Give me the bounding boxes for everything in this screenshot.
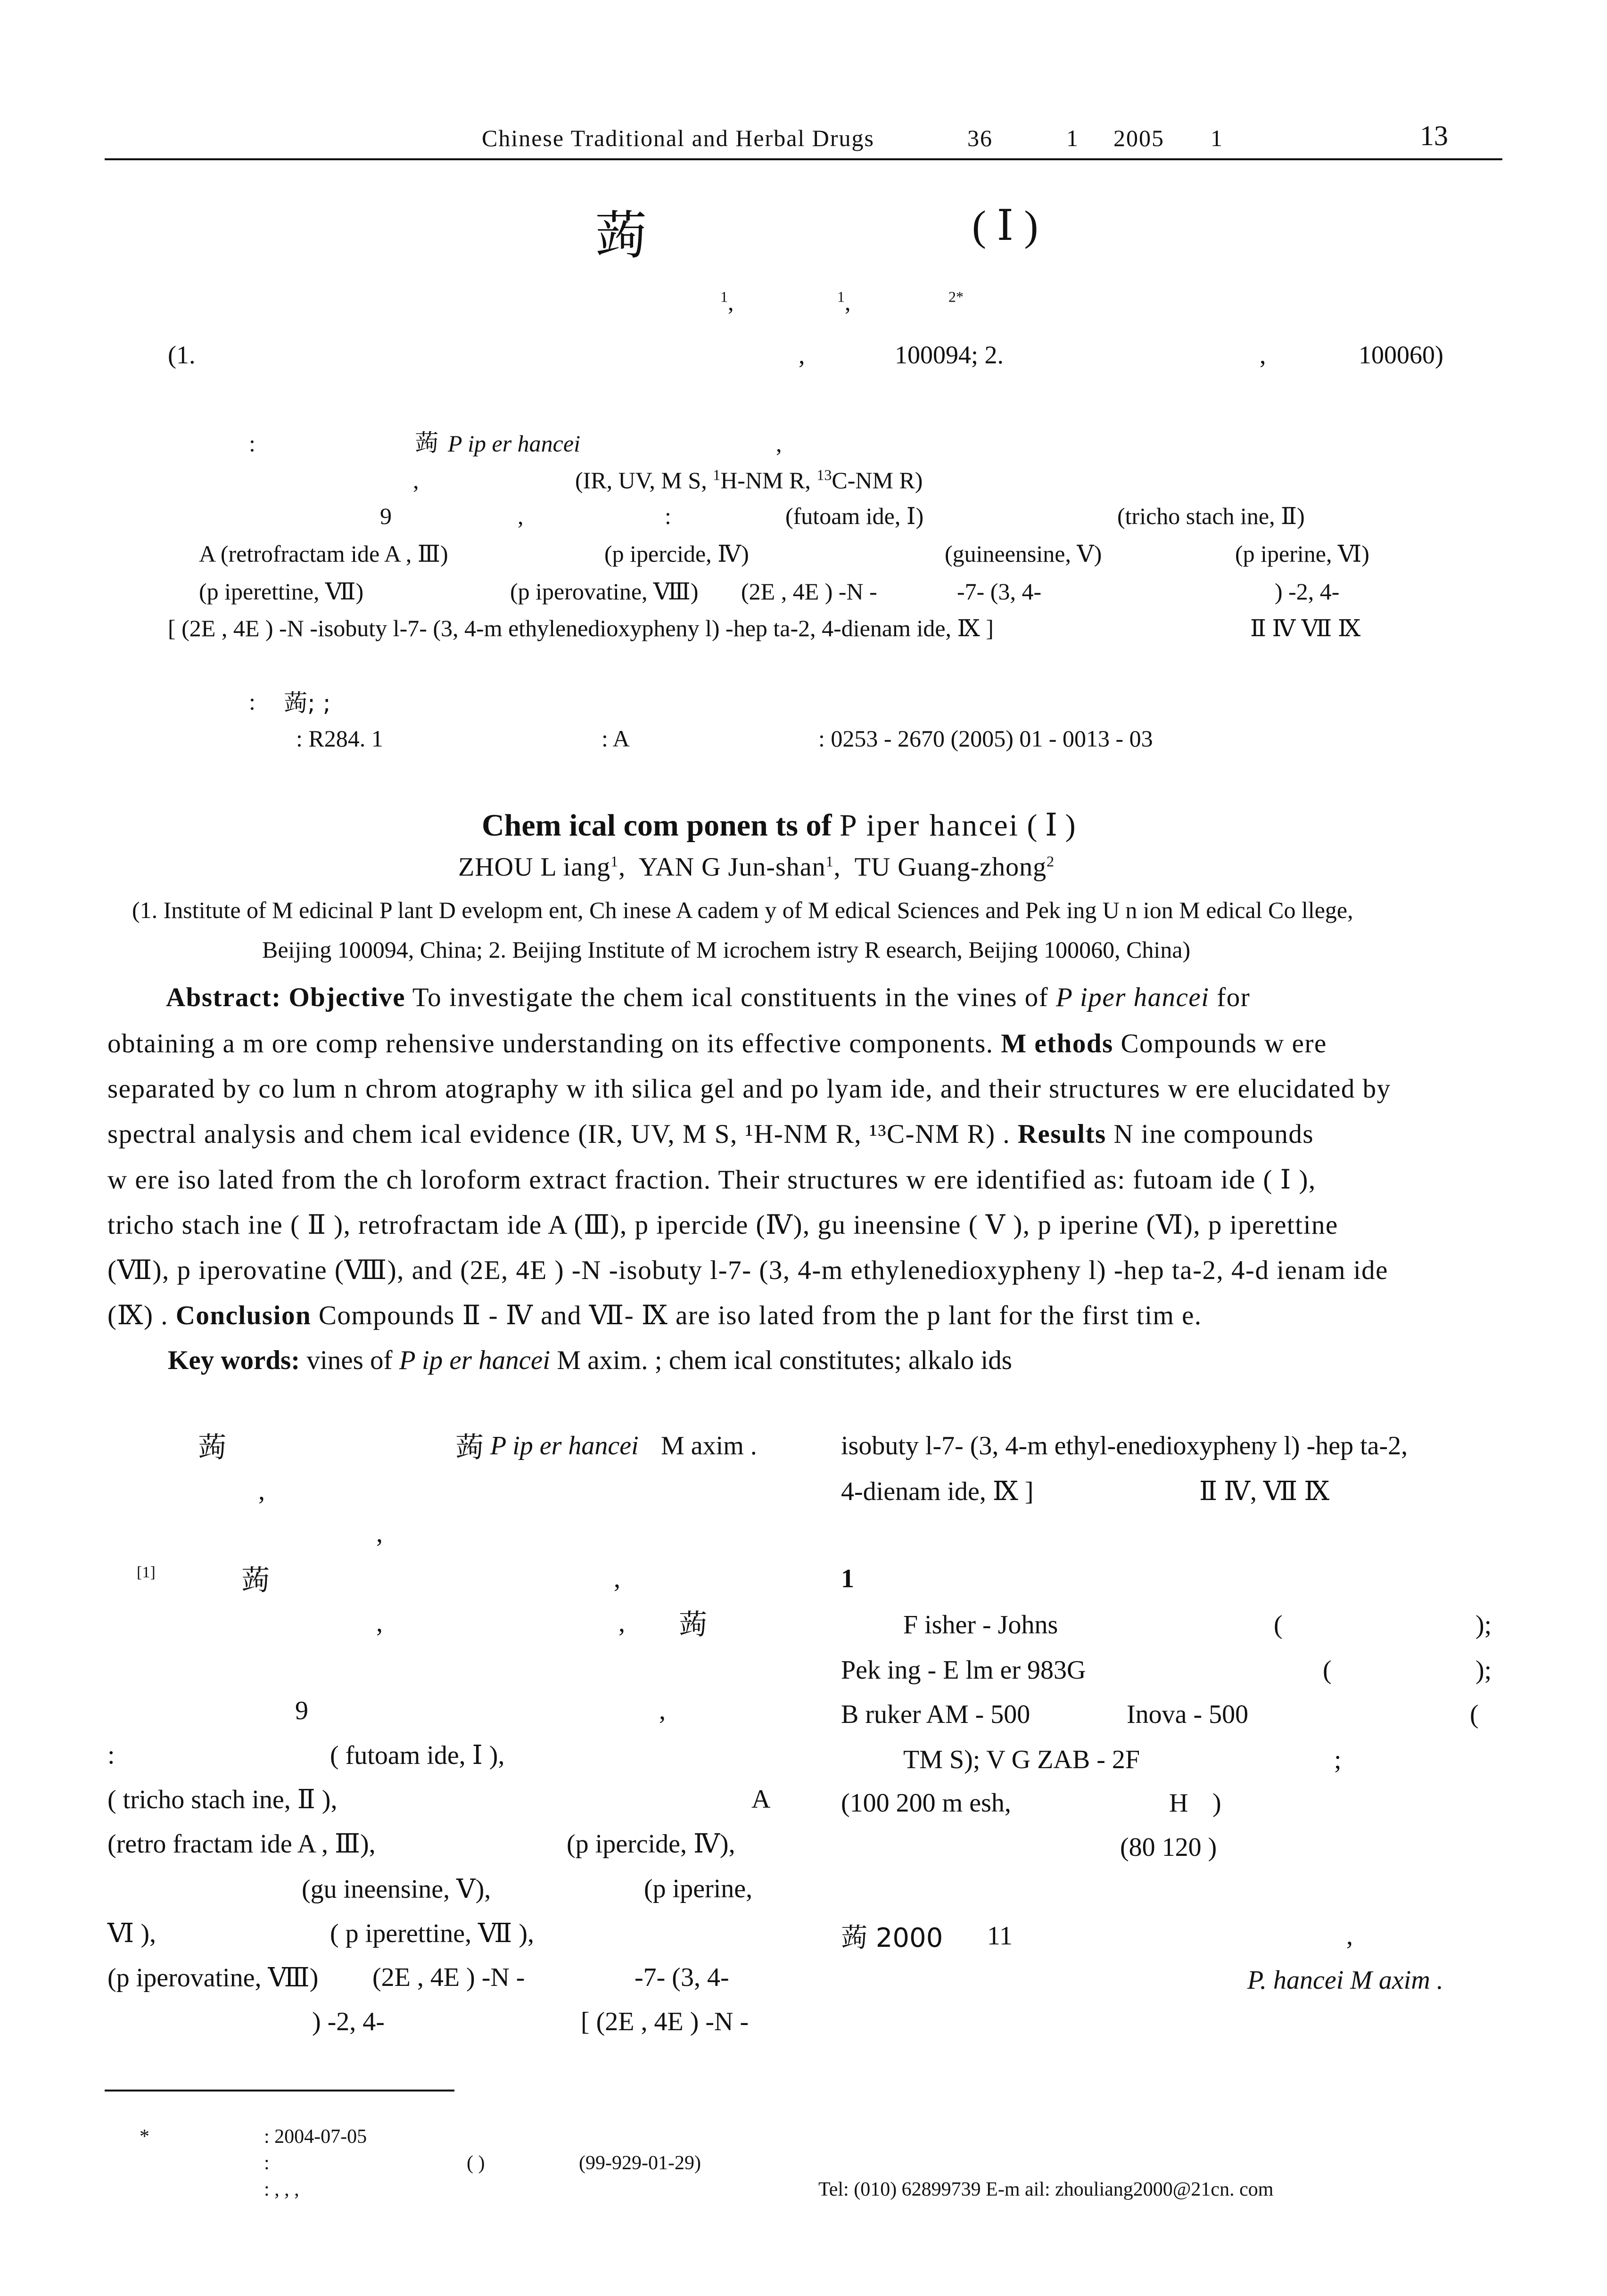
abstract-line-2: obtaining a m ore comp rehensive understanding on its effective components. M ethods Compounds w ere <box>107 1029 1327 1058</box>
left-l7-b: ( futoam ide, Ⅰ ), <box>330 1741 505 1770</box>
footnote-star: * <box>140 2126 149 2148</box>
right-l5-c: ( <box>1470 1700 1479 1729</box>
en-authors: ZHOU L iang$^1$, YAN G Jun-shan$^1$, TU Guang-zhong$^2$ <box>458 853 1055 882</box>
cn-affil-zip-2: 100060) <box>1359 341 1443 369</box>
left-l11-b: ( p iperettine, Ⅶ ), <box>330 1919 535 1948</box>
cn-author-aff-2: $^1$, <box>837 288 851 315</box>
right-l5-a: B ruker AM - 500 <box>841 1700 1030 1729</box>
abstract-line-3: separated by co lum n chrom atography w ith silica gel and po lyam ide, and their structures w ere elucidated by <box>107 1074 1391 1104</box>
left-l4-b: 蒟 <box>241 1564 270 1597</box>
footnote-fund-b: ( ) <box>467 2152 485 2174</box>
right-l6-a: TM S); V G ZAB - 2F <box>903 1745 1140 1774</box>
right-l7-a: (100 200 m esh, <box>841 1788 1011 1818</box>
footnote-bio: : , , , <box>264 2179 299 2200</box>
right-l8: (80 120 ) <box>1120 1833 1217 1862</box>
journal-volume: 36 <box>967 125 993 151</box>
cn-affil-comma-1: , <box>799 341 805 369</box>
abstract-line-4: spectral analysis and chem ical evidence (IR, UV, M S, ¹H-NM R, ¹³C-NM R) . Results N ine compounds <box>107 1119 1314 1149</box>
cn-abstract-num: 9 <box>380 503 392 529</box>
abstract-line-7: (Ⅶ), p iperovatine (Ⅷ), and (2E, 4E ) -N -isobuty l-7- (3, 4-m ethylenedioxypheny l) -hep ta-2, 4-d ienam ide <box>107 1255 1388 1285</box>
en-affil-2: Beijing 100094, China; 2. Beijing Institute of M icrochem istry R esearch, Beijing 100060, China) <box>262 936 1191 963</box>
footnote-contact: Tel: (010) 62899739 E-m ail: zhouliang2000@21cn. com <box>818 2179 1274 2200</box>
left-l10-a: (gu ineensine, Ⅴ), <box>302 1875 491 1904</box>
left-l8-b: A <box>751 1785 771 1814</box>
cn-abstract-species: P ip er hancei <box>448 430 580 457</box>
footnote-rule <box>105 2090 454 2091</box>
cn-clc-number: : R284. 1 <box>296 725 383 752</box>
cn-compound-4: (p ipercide, Ⅳ) <box>604 541 749 567</box>
cn-compound-6: (p iperine, Ⅵ) <box>1235 541 1369 567</box>
en-keywords: Key words: vines of P ip er hancei M axim. ; chem ical constitutes; alkalo ids <box>168 1345 1012 1375</box>
cn-affil-comma-2: , <box>1260 341 1266 369</box>
left-l9-b: (p ipercide, Ⅳ), <box>567 1829 735 1859</box>
abstract-line-8: (Ⅸ) . Conclusion Compounds Ⅱ - Ⅳ and Ⅶ- Ⅸ are iso lated from the p lant for the first tim e. <box>107 1301 1202 1330</box>
cn-compound-9c: ) -2, 4- <box>1275 578 1340 605</box>
cn-title-suffix: ( Ⅰ ) <box>972 203 1038 249</box>
right-l3-a: F isher - Johns <box>903 1610 1058 1640</box>
cn-compound-2: (tricho stach ine, Ⅱ) <box>1117 503 1305 529</box>
left-l11-a: Ⅵ ), <box>107 1919 156 1948</box>
left-l1-b: 蒟 <box>455 1431 484 1464</box>
right-l1: isobuty l-7- (3, 4-m ethyl-enedioxypheny l) -hep ta-2, <box>841 1431 1408 1460</box>
journal-month: 1 <box>1211 125 1223 151</box>
right-l4-c: ); <box>1475 1656 1492 1685</box>
left-l6-b: , <box>659 1696 666 1725</box>
left-l10-b: (p iperine, <box>644 1874 753 1903</box>
right-l9-c: , <box>1346 1921 1353 1951</box>
cn-compound-5: (guineensine, Ⅴ) <box>945 541 1102 567</box>
left-l1-d: M axim . <box>661 1431 757 1460</box>
cn-abstract-colon: : <box>665 503 671 529</box>
right-l9-b: 11 <box>987 1921 1013 1951</box>
journal-issue: 1 <box>1066 125 1079 151</box>
right-l4-b: ( <box>1323 1656 1332 1685</box>
page-number: 13 <box>1420 120 1448 151</box>
cn-abstract-char: 蒟 <box>415 429 438 457</box>
left-l9-a: (retro fractam ide A , Ⅲ), <box>107 1829 376 1859</box>
left-l2: , <box>258 1476 265 1506</box>
abstract-line-6: tricho stach ine ( Ⅱ ), retrofractam ide A (Ⅲ), p ipercide (Ⅳ), gu ineensine ( Ⅴ ), p iperine (Ⅵ), p iperettine <box>107 1210 1338 1240</box>
left-l1-a: 蒟 <box>198 1431 226 1464</box>
en-title: Chem ical com ponen ts of P iper hancei ( Ⅰ ) <box>482 808 1076 843</box>
abstract-line-1: Abstract: Objective To investigate the chem ical constituents in the vines of P iper hancei for <box>166 983 1251 1012</box>
left-l13-b: [ (2E , 4E ) -N - <box>581 2007 749 2036</box>
left-l7-a: : <box>107 1740 115 1770</box>
left-l12-a: (p iperovatine, Ⅷ) <box>107 1963 319 1993</box>
cn-abstract-label: : <box>249 430 255 457</box>
cn-compound-9b: -7- (3, 4- <box>957 578 1042 605</box>
footnote-fund-a: : <box>264 2152 270 2174</box>
cn-keywords: 蒟; ; <box>284 689 331 717</box>
cn-title-char: 蒟 <box>595 205 647 266</box>
cn-author-aff-1: $^1$, <box>720 288 734 315</box>
right-l3-b: ( <box>1274 1610 1283 1640</box>
footnote-fund-c: (99-929-01-29) <box>579 2152 701 2174</box>
abstract-line-5: w ere iso lated from the ch loroform extract fraction. Their structures w ere identified as: futoam ide ( Ⅰ ), <box>107 1165 1316 1195</box>
cn-compound-9-full: [ (2E , 4E ) -N -isobuty l-7- (3, 4-m ethylenedioxypheny l) -hep ta-2, 4-dienam ide, Ⅸ ] <box>168 615 994 641</box>
left-l3: , <box>376 1519 383 1548</box>
right-l3-c: ); <box>1475 1610 1492 1640</box>
right-l7-c: ) <box>1212 1788 1221 1818</box>
right-l7-b: H <box>1169 1788 1188 1818</box>
cn-article-id: : 0253 - 2670 (2005) 01 - 0013 - 03 <box>818 725 1153 752</box>
footnote-received: : 2004-07-05 <box>264 2126 367 2148</box>
left-l13-a: ) -2, 4- <box>312 2007 385 2036</box>
header-rule <box>105 158 1502 160</box>
cn-keywords-label: : <box>249 689 255 715</box>
right-l4-a: Pek ing - E lm er 983G <box>841 1656 1086 1685</box>
cn-author-aff-3: 2* <box>948 288 964 305</box>
cn-compound-8: (p iperovatine, Ⅷ) <box>510 578 699 605</box>
right-l10: P. hancei M axim . <box>1247 1966 1443 1995</box>
left-l6-a: 9 <box>295 1696 308 1725</box>
cn-compound-7: (p iperettine, Ⅶ) <box>199 578 364 605</box>
right-l5-b: Inova - 500 <box>1127 1700 1249 1729</box>
journal-year: 2005 <box>1113 125 1164 151</box>
left-l5-a: , <box>376 1608 383 1638</box>
cn-affil-zip-1: 100094; 2. <box>895 341 1004 369</box>
right-l2-b: Ⅱ Ⅳ, Ⅶ Ⅸ <box>1199 1477 1330 1506</box>
en-affil-1: (1. Institute of M edicinal P lant D evelopm ent, Ch inese A cadem y of M edical Sciences and Pek ing U n ion M edical Co llege, <box>132 897 1353 923</box>
left-l5-b: , <box>618 1608 625 1638</box>
cn-compound-9a: (2E , 4E ) -N - <box>741 578 877 605</box>
left-l4-c: , <box>614 1564 620 1593</box>
left-l12-c: -7- (3, 4- <box>635 1963 729 1992</box>
cn-new-compounds: Ⅱ Ⅳ Ⅶ Ⅸ <box>1250 615 1361 641</box>
right-l9-a: 蒟 2000 <box>841 1923 943 1953</box>
left-l12-b: (2E , 4E ) -N - <box>372 1963 525 1992</box>
cn-compound-1: (futoam ide, Ⅰ) <box>785 503 924 529</box>
cn-compound-3: A (retrofractam ide A , Ⅲ) <box>199 541 448 567</box>
cn-doc-code: : A <box>602 725 630 752</box>
journal-name: Chinese Traditional and Herbal Drugs <box>482 125 875 151</box>
cn-abstract-methods: (IR, UV, M S, $^1$H-NM R, $^{13}$C-NM R) <box>575 466 923 493</box>
cn-abstract-comma: , <box>413 467 419 493</box>
cn-abstract-comma-2: , <box>518 503 524 529</box>
right-l2-a: 4-dienam ide, Ⅸ ] <box>841 1477 1034 1506</box>
section-number: 1 <box>841 1564 854 1593</box>
right-l6-b: ; <box>1334 1745 1342 1774</box>
cn-abstract-tail: , <box>776 430 782 457</box>
left-l5-c: 蒟 <box>679 1608 707 1641</box>
left-l8-a: ( tricho stach ine, Ⅱ ), <box>107 1785 338 1814</box>
left-l4-ref: [1] <box>137 1564 156 1581</box>
cn-affil-open: (1. <box>168 341 196 369</box>
left-l1-species: P ip er hancei <box>490 1431 639 1460</box>
